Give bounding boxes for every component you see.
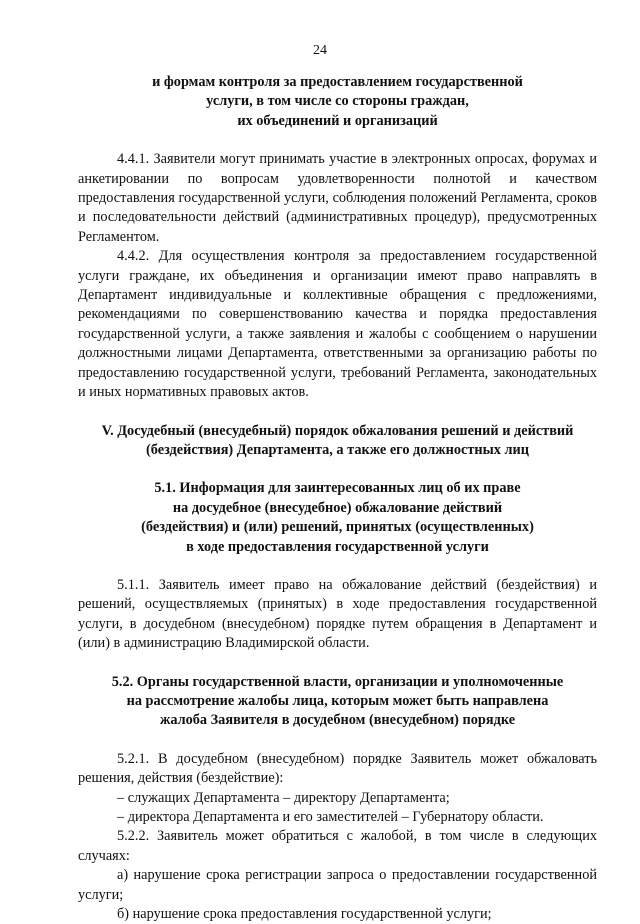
paragraph-5-2-1: 5.2.1. В досудебном (внесудебном) порядке Заявитель может обжаловать решения, действия (бездействие): xyxy=(78,750,597,787)
heading-line: их объединений и организаций xyxy=(237,112,438,129)
heading-line: жалоба Заявителя в досудебном (внесудебном) порядке xyxy=(159,712,516,729)
heading-line: на рассмотрение жалобы лица, которым может быть направлена xyxy=(126,692,549,709)
heading-line: (бездействия) Департамента, а также его должностных лиц xyxy=(146,441,529,458)
paragraph-5-1-1: 5.1.1. Заявитель имеет право на обжалование действий (бездействия) и решений, осуществляемых (принятых) в ходе предоставления государственной услуги, в досудебном (внесудебном) порядке путем обращения в Департамент и (или) в администрацию Владимирской области. xyxy=(78,576,597,652)
list-item-b: б) нарушение срока предоставления государственной услуги; xyxy=(117,906,492,923)
subsection-5-1-heading xyxy=(78,479,597,557)
heading-line: на досудебное (внесудебное) обжалование действий xyxy=(172,499,503,516)
heading-line: (бездействия) и (или) решений, принятых (осуществленных) xyxy=(141,519,534,536)
heading-line: в ходе предоставления государственной услуги xyxy=(186,538,489,555)
paragraph-4-4-1: 4.4.1. Заявители могут принимать участие в электронных опросах, форумах и анкетировании по вопросам удовлетворенности полнотой и качеством предоставления государственной услуги, соблюдения положений Регламента, сроков и последовательности действий (административных процедур), предусмотренных Регламентом. xyxy=(78,151,597,245)
list-item-a: а) нарушение срока регистрации запроса о предоставлении государственной услуги; xyxy=(78,867,597,903)
section-5-heading xyxy=(78,422,597,461)
section-4-4-heading xyxy=(78,73,597,131)
list-item: – директора Департамента и его заместителей – Губернатору области. xyxy=(117,809,544,825)
paragraph-5-2-2: 5.2.2. Заявитель может обратиться с жалобой, в том числе в следующих случаях: xyxy=(78,828,597,864)
list-item: – служащих Департамента – директору Департамента; xyxy=(117,789,450,806)
heading-line: услуги, в том числе со стороны граждан, xyxy=(206,93,469,110)
heading-line: V. Досудебный (внесудебный) порядок обжалования решений и действий xyxy=(101,422,574,439)
page-number: 24 xyxy=(313,43,327,58)
subsection-5-2-heading xyxy=(78,673,597,731)
paragraph-4-4-2: 4.4.2. Для осуществления контроля за предоставлением государственной услуги граждане, их объединения и организации имеют право направлять в Департамент индивидуальные и коллективные обращения с предложениями, рекомендациями по совершенствованию качества и порядка предоставления государственной услуги, а также заявления и жалобы с сообщением о нарушении должностными лицами Департамента, ответственными за организацию работы по предоставлению государственной услуги, требований Регламента, законодательных и иных нормативных правовых актов. xyxy=(78,248,597,401)
heading-line: 5.2. Органы государственной власти, организации и уполномоченные xyxy=(111,673,564,690)
heading-line: и формам контроля за предоставлением государственной xyxy=(152,74,523,90)
heading-line: 5.1. Информация для заинтересованных лиц об их праве xyxy=(154,480,521,497)
document-body xyxy=(78,73,597,924)
